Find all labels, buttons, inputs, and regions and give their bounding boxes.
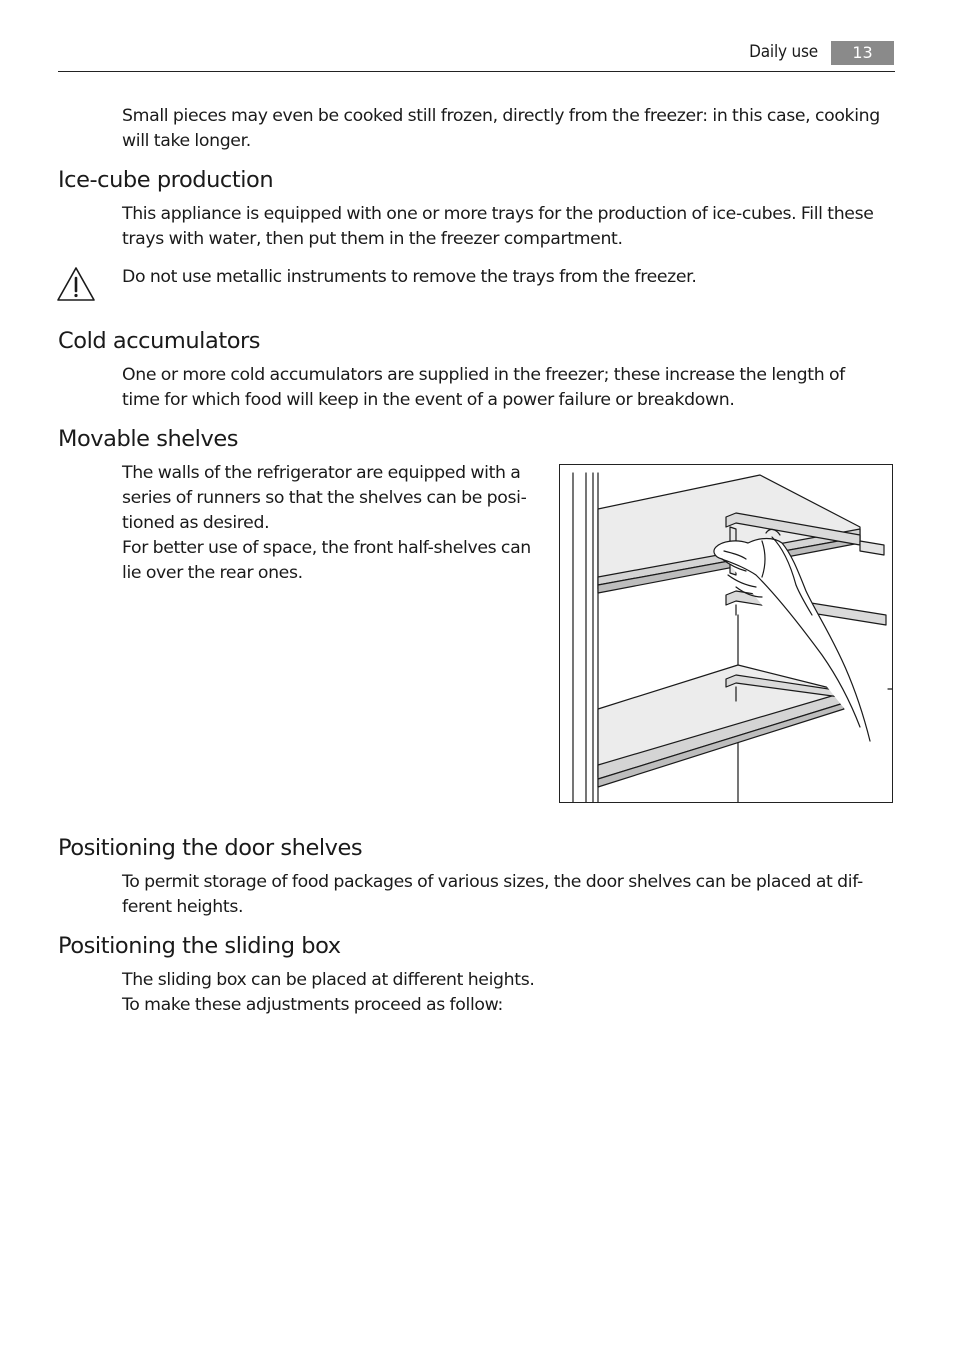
text-line: tioned as desired.	[122, 513, 270, 533]
text-line: series of runners so that the shelves can be posi-	[122, 488, 527, 508]
door-shelves-heading: Positioning the door shelves	[58, 835, 363, 861]
ice-cube-paragraph	[122, 202, 874, 252]
sliding-box-heading: Positioning the sliding box	[58, 933, 341, 959]
text-line: lie over the rear ones.	[122, 563, 303, 583]
text-line: The walls of the refrigerator are equipped with a	[122, 463, 521, 483]
text-line: Small pieces may even be cooked still frozen, directly from the freezer: in this case, cooking	[122, 106, 880, 126]
text-line: ferent heights.	[122, 897, 244, 917]
text-line: The sliding box can be placed at different heights.	[122, 970, 535, 990]
door-shelves-paragraph	[122, 870, 863, 920]
cold-accumulators-paragraph	[122, 363, 845, 413]
text-line: time for which food will keep in the event of a power failure or breakdown.	[122, 390, 735, 410]
text-line: One or more cold accumulators are supplied in the freezer; these increase the length of	[122, 365, 845, 385]
intro-paragraph	[122, 104, 880, 154]
text-line: To make these adjustments proceed as follow:	[122, 995, 503, 1015]
warning-triangle-icon	[56, 266, 96, 302]
text-line: will take longer.	[122, 131, 251, 151]
movable-shelves-paragraph	[122, 461, 531, 586]
text-line: Do not use metallic instruments to remove the trays from the freezer.	[122, 267, 697, 287]
shelf-illustration	[559, 464, 893, 803]
sliding-box-paragraph	[122, 968, 535, 1018]
text-line: To permit storage of food packages of various sizes, the door shelves can be placed at dif-	[122, 872, 863, 892]
page-number: 13	[831, 41, 894, 65]
shelf-drawing	[560, 465, 893, 803]
warning-text	[122, 265, 696, 290]
ice-cube-heading: Ice-cube production	[58, 167, 274, 193]
text-line: This appliance is equipped with one or more trays for the production of ice-cubes. Fill these	[122, 204, 874, 224]
text-line: For better use of space, the front half-shelves can	[122, 538, 531, 558]
movable-shelves-heading: Movable shelves	[58, 426, 239, 452]
header-rule	[58, 71, 895, 72]
text-line: trays with water, then put them in the freezer compartment.	[122, 229, 623, 249]
section-label: Daily use	[749, 42, 818, 62]
page-header	[0, 40, 954, 72]
cold-accumulators-heading: Cold accumulators	[58, 328, 261, 354]
